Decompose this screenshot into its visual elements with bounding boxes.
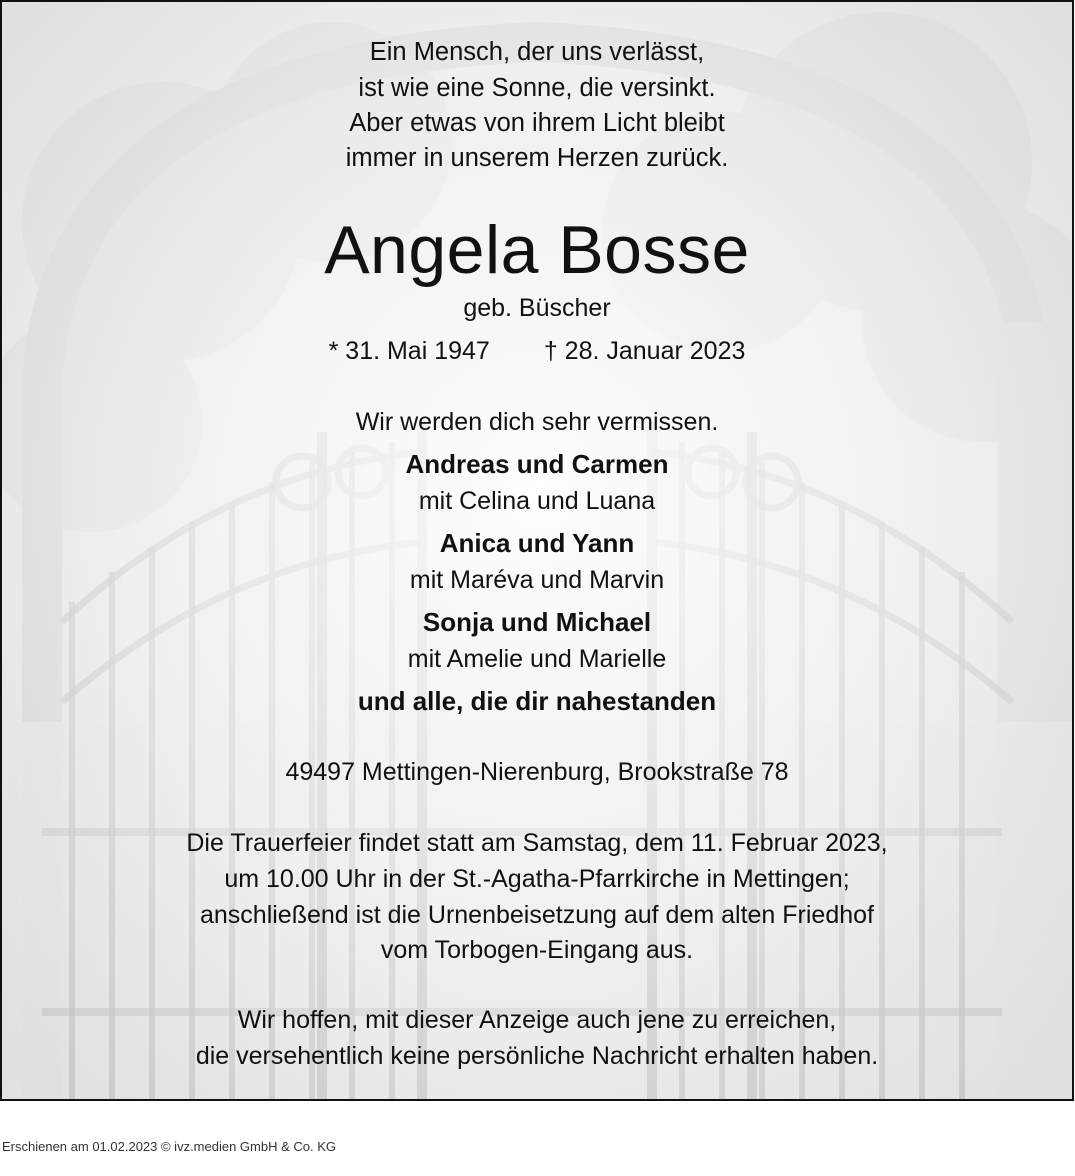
birth-name: geb. Büscher: [463, 294, 611, 322]
family-3-children: mit Amelie und Marielle: [407, 645, 667, 673]
family-2-names: Anica und Yann: [439, 528, 635, 558]
publication-footer: Erschienen am 01.02.2023 © ivz.medien GmbH & Co. KG: [2, 1139, 337, 1154]
mourners-closing: und alle, die dir nahestanden: [357, 686, 717, 716]
service-line-4: vom Torbogen-Eingang aus.: [380, 936, 694, 964]
birth-date: * 31. Mai 1947: [328, 337, 490, 365]
family-2-children: mit Maréva und Marvin: [409, 566, 665, 594]
note-line-1: Wir hoffen, mit dieser Anzeige auch jene zu erreichen,: [237, 1006, 837, 1034]
poem-line-3: Aber etwas von ihrem Licht bleibt: [349, 109, 725, 137]
service-line-3: anschließend ist die Urnenbeisetzung auf dem alten Friedhof: [199, 901, 874, 929]
mourners-intro: Wir werden dich sehr vermissen.: [355, 408, 719, 436]
note-line-2: die versehentlich keine persönliche Nachricht erhalten haben.: [195, 1042, 879, 1070]
service-line-2: um 10.00 Uhr in der St.-Agatha-Pfarrkirche in Mettingen;: [224, 865, 850, 893]
deceased-name: Angela Bosse: [324, 212, 750, 288]
poem-line-4: immer in unserem Herzen zurück.: [345, 144, 729, 172]
poem-line-2: ist wie eine Sonne, die versinkt.: [358, 74, 716, 102]
address: 49497 Mettingen-Nierenburg, Brookstraße 78: [285, 758, 789, 786]
poem-line-1: Ein Mensch, der uns verlässt,: [369, 38, 705, 66]
life-dates: [2, 335, 1072, 367]
family-1-names: Andreas und Carmen: [405, 449, 669, 479]
death-date: † 28. Januar 2023: [543, 337, 746, 365]
family-1-children: mit Celina und Luana: [418, 487, 656, 515]
family-3-names: Sonja und Michael: [422, 607, 652, 637]
service-line-1: Die Trauerfeier findet statt am Samstag, dem 11. Februar 2023,: [186, 829, 888, 857]
